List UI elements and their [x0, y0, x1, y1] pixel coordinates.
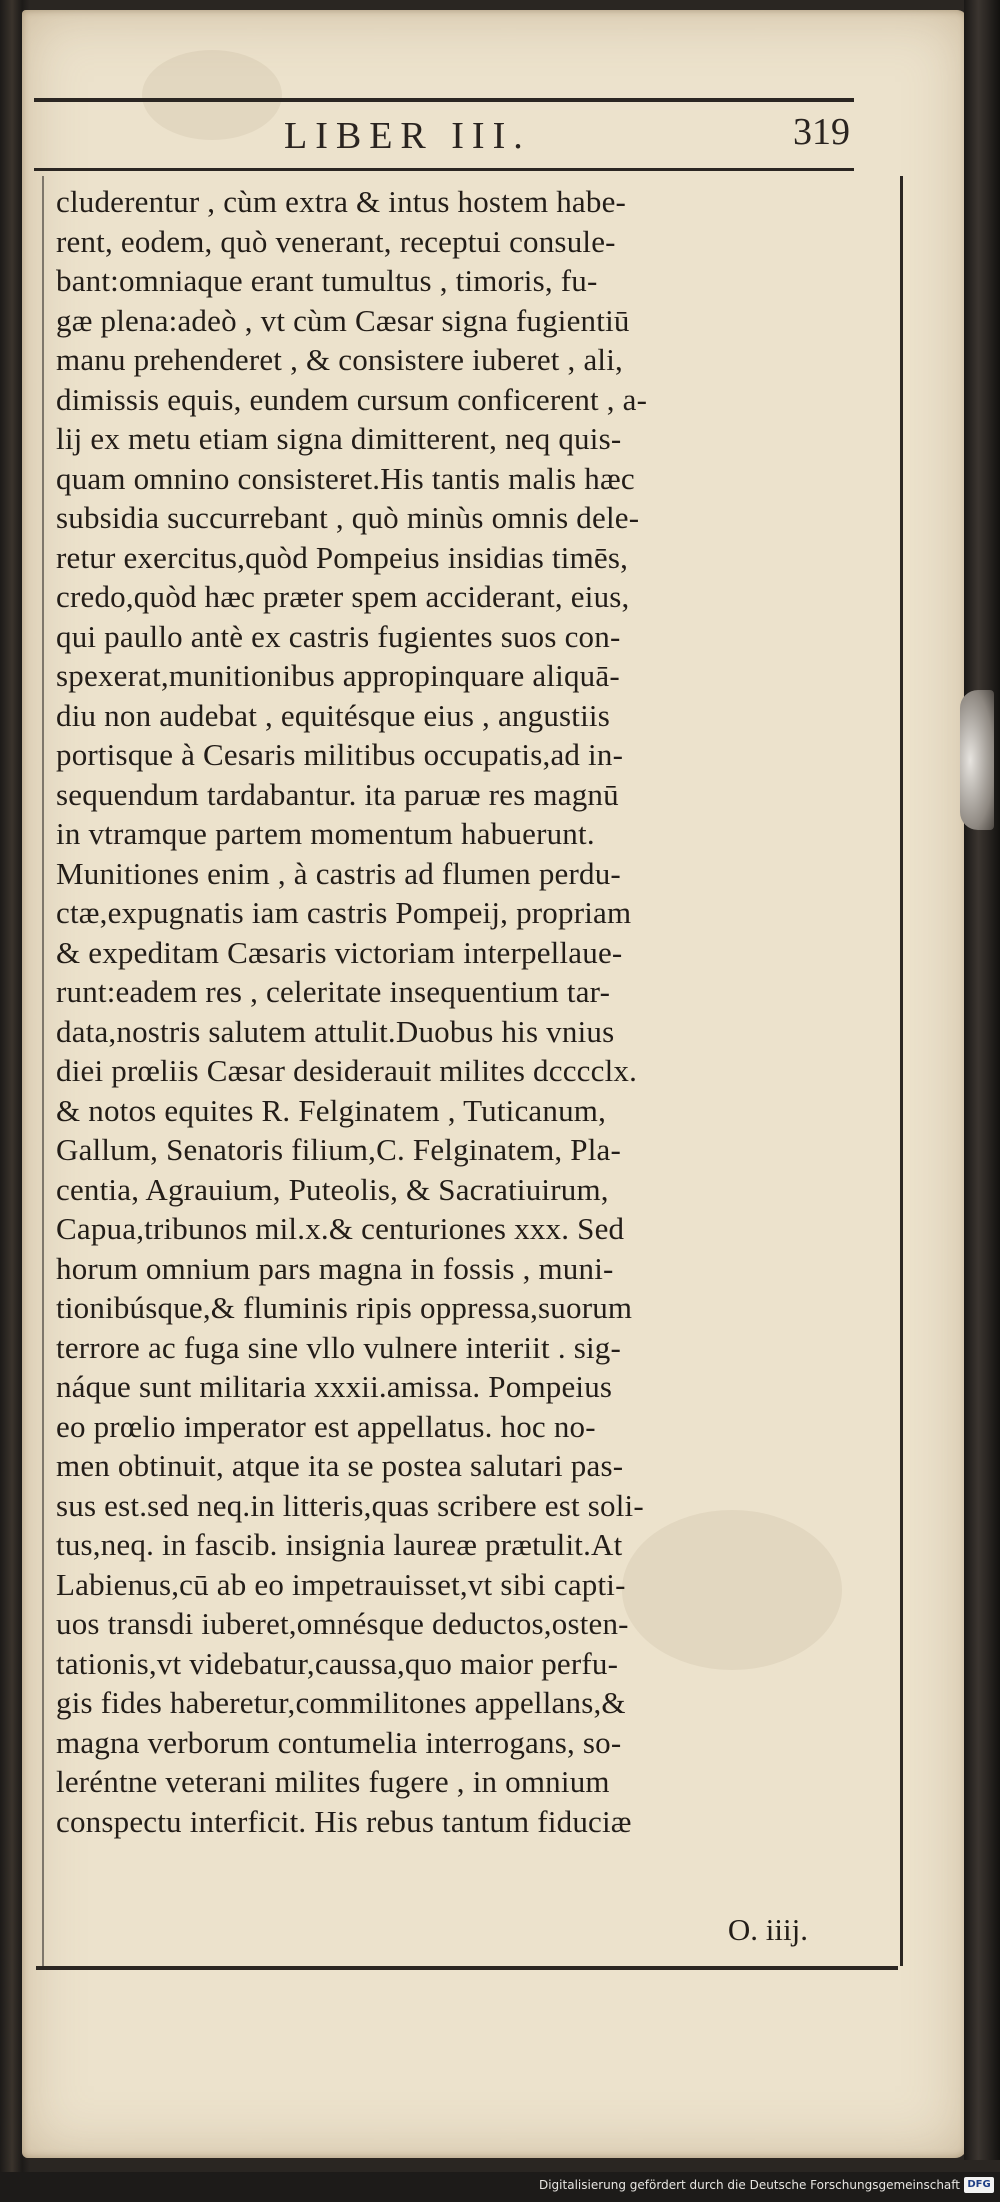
bottom-rule: [36, 1966, 898, 1970]
text-line: subsidia succurrebant , quò minùs omnis dele-: [56, 500, 640, 535]
text-line: portisque à Cesaris militibus occupatis,ad in-: [56, 737, 624, 772]
text-frame: [42, 176, 903, 1966]
text-line: credo,quòd hæc præter spem acciderant, eius,: [56, 579, 630, 614]
text-line: retur exercitus,quòd Pompeius insidias timēs,: [56, 539, 629, 575]
top-rule: [34, 98, 854, 102]
text-line: manu prehenderet , & consistere iuberet , ali,: [56, 342, 623, 377]
text-line: cluderentur , cùm extra & intus hostem habe-: [56, 184, 627, 219]
text-line: men obtinuit, atque ita se postea salutari pas-: [56, 1448, 624, 1483]
text-line: terrore ac fuga sine vllo vulnere interiit . sig-: [56, 1329, 622, 1365]
text-line: data,nostris salutem attulit.Duobus his vnius: [56, 1013, 615, 1049]
text-line: qui paullo antè ex castris fugientes suos con-: [56, 618, 621, 654]
text-line: Gallum, Senatoris filium,C. Felginatem, Pla-: [56, 1132, 622, 1167]
running-title: LIBER III.: [284, 115, 531, 157]
signature-mark: O. iiij.: [727, 1912, 808, 1947]
body-text: [56, 182, 896, 1841]
text-line: gæ plena:adeò , vt cùm Cæsar signa fugientiū: [56, 302, 630, 338]
book-edge: [964, 0, 1000, 2160]
funding-credit: Digitalisierung gefördert durch die Deutsche Forschungsgemeinschaft: [538, 2178, 960, 2192]
text-line: spexerat,munitionibus appropinquare aliquā-: [56, 658, 620, 693]
text-line: tus,neq. in fascib. insignia laureæ prætulit.At: [56, 1527, 623, 1562]
text-line: & notos equites R. Felginatem , Tuticanum,: [56, 1092, 607, 1128]
text-line: quam omnino consisteret.His tantis malis hæc: [56, 460, 635, 496]
text-line: náque sunt militaria xxxii.amissa. Pompeius: [56, 1369, 613, 1404]
header-rule: [34, 168, 854, 171]
dfg-logo: DFG: [964, 2177, 994, 2193]
text-line: runt:eadem res , celeritate insequentium tar-: [56, 974, 611, 1009]
text-line: gis fides haberetur,commilitones appellans,&: [56, 1685, 626, 1720]
text-line: & expeditam Cæsaris victoriam interpellaue-: [56, 934, 623, 970]
text-line: bant:omniaque erant tumultus , timoris, fu-: [56, 263, 598, 298]
text-line: conspectu interficit. His rebus tantum fiduciæ: [56, 1803, 632, 1839]
text-line: dimissis equis, eundem cursum conficerent , a-: [56, 381, 648, 417]
book-page: [22, 10, 967, 2158]
text-line: Capua,tribunos mil.x.& centuriones xxx. Sed: [56, 1211, 625, 1246]
page-number: 319: [793, 111, 850, 153]
text-line: Munitiones enim , à castris ad flumen perdu-: [56, 855, 621, 891]
text-line: diei prœliis Cæsar desiderauit milites dcccclx.: [56, 1053, 638, 1088]
running-head: [34, 110, 854, 170]
text-line: sus est.sed neq.in litteris,quas scribere est soli-: [56, 1487, 644, 1523]
text-line: centia, Agrauium, Puteolis, & Sacratiuirum,: [56, 1171, 609, 1207]
text-line: uos transdi iuberet,omnésque deductos,osten-: [56, 1606, 629, 1641]
text-line: tionibúsque,& fluminis ripis oppressa,suorum: [56, 1290, 633, 1325]
text-line: tationis,vt videbatur,caussa,quo maior perfu-: [56, 1645, 619, 1681]
signature-line: [42, 1912, 898, 1956]
text-line: Labienus,cū ab eo impetrauisset,vt sibi capti-: [56, 1566, 626, 1602]
text-line: rent, eodem, quò venerant, receptui consule-: [56, 223, 616, 259]
book-clasp: [960, 690, 994, 830]
text-line: magna verborum contumelia interrogans, so-: [56, 1724, 622, 1760]
text-line: in vtramque partem momentum habuerunt.: [56, 816, 595, 851]
text-line: eo prœlio imperator est appellatus. hoc no-: [56, 1408, 596, 1444]
text-line: leréntne veterani milites fugere , in omnium: [56, 1764, 610, 1799]
text-line: ctæ,expugnatis iam castris Pompeij, propriam: [56, 895, 632, 930]
text-line: horum omnium pars magna in fossis , muni-: [56, 1250, 614, 1286]
text-line: lij ex metu etiam signa dimitterent, neq quis-: [56, 421, 622, 456]
text-line: diu non audebat , equitésque eius , angustiis: [56, 697, 610, 733]
text-line: sequendum tardabantur. ita paruæ res magnū: [56, 776, 619, 812]
